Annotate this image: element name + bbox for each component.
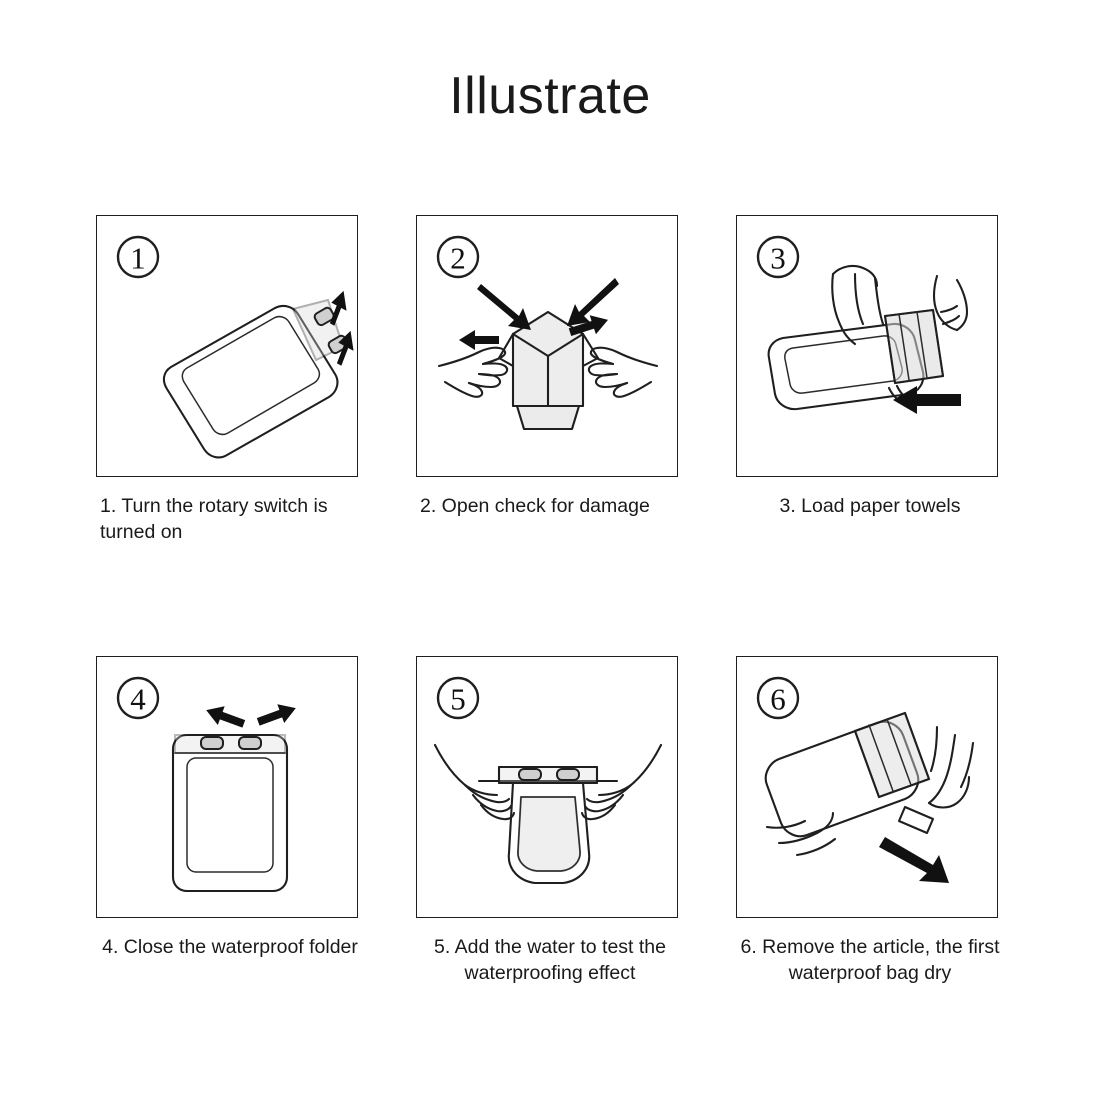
step-illustration-6 (736, 656, 998, 918)
step-card-1 (96, 215, 364, 546)
step-caption-4: 4. Close the waterproof folder (102, 935, 358, 958)
step-caption-2: 2. Open check for damage (420, 495, 650, 517)
step-caption-6: 6. Remove the article, the first waterproof bag dry (740, 935, 1000, 984)
grid-gap (684, 656, 736, 987)
step-illustration-4 (96, 656, 358, 918)
step-card-3 (736, 215, 1004, 546)
svg-text:4: 4 (130, 681, 146, 717)
grid-gap (684, 215, 736, 546)
step-caption-5: 5. Add the water to test the waterproofing effect (434, 935, 666, 984)
grid-gap (364, 656, 416, 987)
svg-text:1: 1 (130, 240, 146, 276)
svg-text:2: 2 (450, 240, 466, 276)
step-caption-3: 3. Load paper towels (779, 495, 961, 517)
steps-grid (96, 215, 1012, 986)
page-title: Illustrate (449, 67, 651, 125)
step-illustration-2 (416, 215, 678, 477)
grid-gap (364, 215, 416, 546)
step-card-2 (416, 215, 684, 546)
svg-text:5: 5 (450, 681, 466, 717)
svg-text:3: 3 (770, 240, 786, 276)
step-caption-1: 1. Turn the rotary switch is turned on (100, 495, 328, 544)
step-illustration-3 (736, 215, 998, 477)
step-card-5 (416, 656, 684, 987)
step-card-4 (96, 656, 364, 987)
step-card-6 (736, 656, 1004, 987)
step-illustration-5 (416, 656, 678, 918)
step-illustration-1 (96, 215, 358, 477)
svg-text:6: 6 (770, 681, 786, 717)
